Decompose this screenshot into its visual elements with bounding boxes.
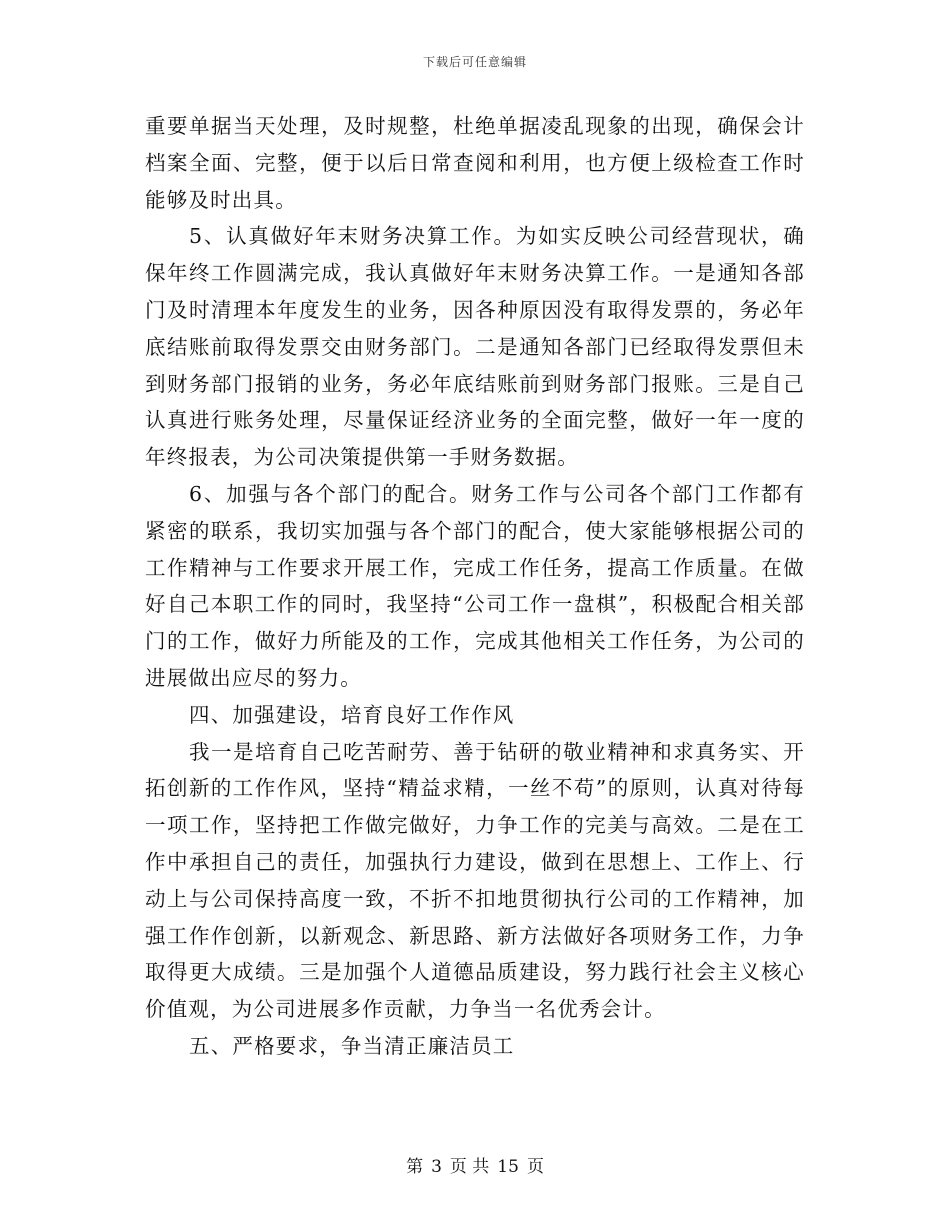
paragraph-archives: 重要单据当天处理，及时规整，杜绝单据凌乱现象的出现，确保会计档案全面、完整，便于以后日常查阅和利用，也方便上级检查工作时能够及时出具。 (145, 114, 805, 212)
current-page-number: 3 (431, 1157, 442, 1177)
page-footer (0, 1152, 950, 1177)
paragraph-year-end-accounts: 5、认真做好年末财务决算工作。为如实反映公司经营现状，确保年终工作圆满完成，我认真做好年末财务决算工作。一是通知各部门及时清理本年度发生的业务，因各种原因没有取得发票的，务必年底结账前取得发票交由财务部门。二是通知各部门已经取得发票但未到财务部门报销的业务，务必年底结账前到财务部门报账。三是自己认真进行账务处理，尽量保证经济业务的全面完整，做好一年一度的年终报表，为公司决策提供第一手财务数据。 (145, 224, 805, 470)
page-label-middle: 页 共 (449, 1157, 490, 1177)
page-label-prefix: 第 (406, 1157, 424, 1177)
section-heading-work-style: 四、加强建设，培育良好工作作风 (189, 702, 515, 727)
section-heading-integrity: 五、严格要求，争当清正廉洁员工 (189, 1033, 515, 1058)
paragraph-department-cooperation: 6、加强与各个部门的配合。财务工作与公司各个部门工作都有紧密的联系，我切实加强与各个部门的配合，使大家能够根据公司的工作精神与工作要求开展工作，完成工作任务，提高工作质量。在做好自己本职工作的同时，我坚持“公司工作一盘棋”，积极配合相关部门的工作，做好力所能及的工作，完成其他相关工作任务，为公司的进展做出应尽的努力。 (145, 481, 805, 690)
total-pages-number: 15 (497, 1157, 519, 1177)
document-body (145, 108, 805, 1065)
paragraph-work-style: 我一是培育自己吃苦耐劳、善于钻研的敬业精神和求真务实、开拓创新的工作作风，坚持“精益求精，一丝不苟”的原则，认真对待每一项工作，坚持把工作做完做好，力争工作的完美与高效。二是在工作中承担自己的责任，加强执行力建设，做到在思想上、工作上、行动上与公司保持高度一致，不折不扣地贯彻执行公司的工作精神，加强工作作创新，以新观念、新思路、新方法做好各项财务工作，力争取得更大成绩。三是加强个人道德品质建设，努力践行社会主义核心价值观，为公司进展多作贡献，力争当一名优秀会计。 (145, 739, 805, 1022)
page-header: 下载后可任意编辑 (422, 55, 527, 69)
page-label-suffix: 页 (526, 1157, 544, 1177)
